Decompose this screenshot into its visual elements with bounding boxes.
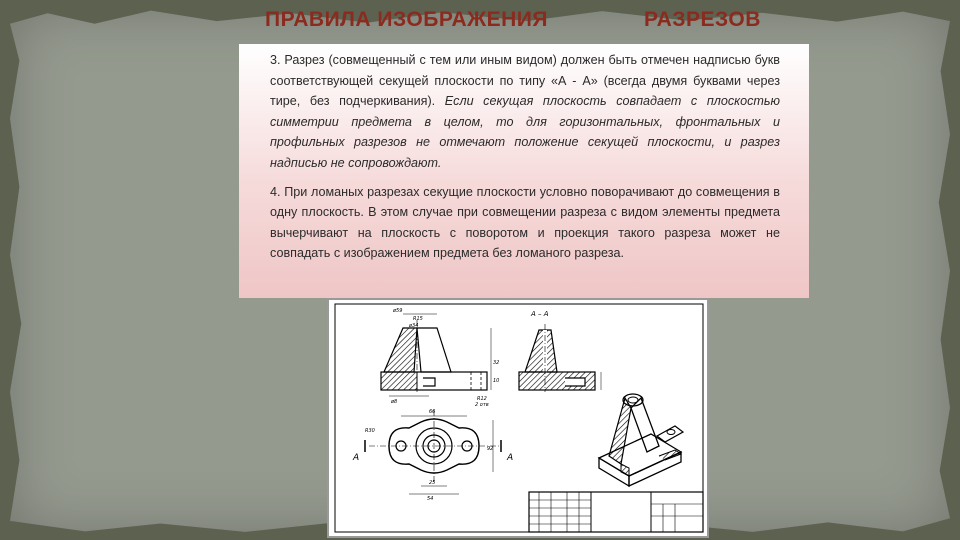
dim-d5: 10 [493,378,500,384]
dim-d11: 92 [487,446,494,452]
cut-letter-right: А [507,453,514,463]
cut-letter-left: А [353,453,360,463]
dim-d9: R30 [365,428,375,434]
rule-3-italic-text: Если секущая плоскость совпадает с плоскостью симметрии предмета в целом, то для горизонтальных, фронтальных и профильных разрезов не отмечают положение секущей плоскости, и разрез надписью не сопровождают. [270,94,780,170]
drawing-svg [329,300,707,536]
dim-d7: R12 [477,396,487,402]
dim-d4: 32 [493,360,500,366]
top-view [352,409,513,502]
dim-d10: 66 [429,409,436,415]
dim-d13: 54 [427,496,434,502]
dim-d12: 25 [429,480,436,486]
isometric-view [599,394,683,486]
dim-d1: ø59 [393,308,403,314]
rule-3-paragraph [270,50,780,174]
title-block [529,492,703,532]
title-part-1: ПРАВИЛА ИЗОБРАЖЕНИЯ [265,8,548,31]
title-part-2: РАЗРЕЗОВ [644,8,761,31]
dim-d3: ø34 [409,323,419,329]
dim-d8: 2 отв [475,402,489,408]
slide-title [0,8,960,40]
rule-4-paragraph: 4. При ломаных разрезах секущие плоскости условно поворачивают до совмещения в одну плоскость. В этом случае при совмещении разреза с видом элементы предмета вычерчивают на плоскость с поворотом и проекция такого разреза может не совпадать с изображением предмета без ломаного разреза. [270,184,780,261]
rule-3-text: 3. Разрез (совмещенный с тем или иным видом) должен быть отмечен надписью букв соответствующей секущей плоскости по типу «А - А» (всегда двумя буквами через тире, без подчеркивания). [270,53,780,109]
dim-d2: R15 [413,316,423,322]
section-view [519,310,601,392]
rules-text-panel [239,44,809,298]
drawing-frame [335,304,703,532]
section-label: А – А [531,310,549,318]
front-view [381,308,499,408]
technical-drawing [327,298,709,538]
dim-d6: ø8 [391,399,398,405]
